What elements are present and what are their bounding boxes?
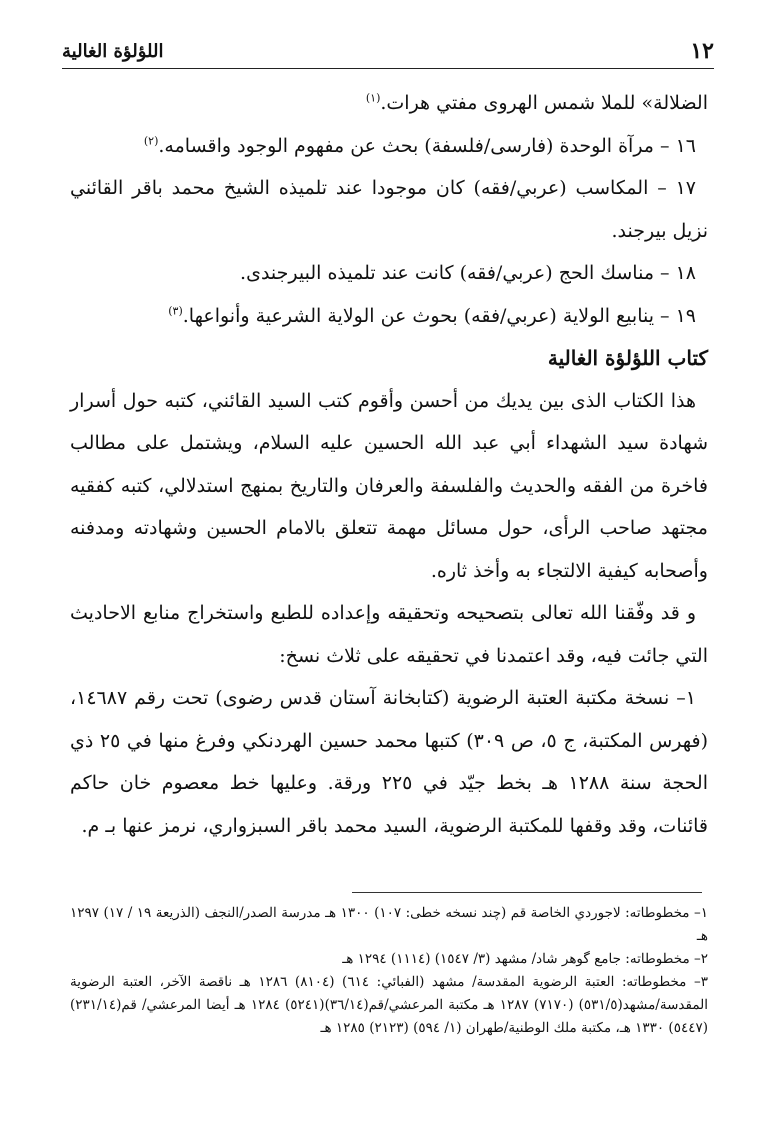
page-header [62, 34, 714, 69]
footnote-divider [352, 892, 702, 893]
text-line-1-content: الضلالة» للملا شمس الهروى مفتي هرات. [380, 92, 708, 114]
footnote-ref-3: (٣) [168, 304, 183, 318]
list-item-19 [70, 295, 708, 338]
running-title: اللؤلؤة الغالية [62, 40, 164, 62]
footnote-2: ٢– مخطوطاته: جامع گوهر شاد/ مشهد (٣/ ١٥٤٧) (١١١٤) ١٢٩٤ هـ [342, 951, 708, 967]
section-heading: كتاب اللؤلؤة الغالية [547, 346, 708, 370]
footnote-3: ٣– مخطوطاته: العتبة الرضوية المقدسة/ مشهد (الفبائي: ٦١٤) (٨١٠٤) ١٢٨٦ هـ ناقصة الآخر، العتبة الرضوية المقدسة/مشهد(٥٣١/٥) (٧١٧٠) ١٢٨٧ هـ مكتبة المرعشي/قم(٣٦/١٤)(٥٢٤١) ١٢٨٤ هـ أيضا المرعشي/ قم(٢٣١/١٤) (٥٤٤٧) ١٣٣٠ هـ، مكتبة ملك الوطنية/طهران (١/ ٥٩٤) (٢١٢٣) ١٢٨٥ هـ [70, 974, 708, 1036]
footnotes [70, 902, 708, 1040]
page-body [70, 82, 708, 847]
footnote-1: ١– مخطوطاته: لاجوردي الخاصة قم (چند نسخه خطى: ١٠٧) ١٣٠٠ هـ مدرسة الصدر/النجف (الذريعة ١٩ / ١٧) ١٢٩٧ هـ [70, 905, 708, 944]
list-item-16-text: ١٦ – مرآة الوحدة (فارسى/فلسفة) بحث عن مفهوم الوجود واقسامه. [158, 134, 696, 157]
list-item-17: ١٧ – المكاسب (عربي/فقه) كان موجودا عند تلميذه الشيخ محمد باقر القائني نزيل بيرجند. [70, 177, 708, 242]
page-number: ١٢ [690, 38, 714, 64]
paragraph-manuscript-1: ١– نسخة مكتبة العتبة الرضوية (كتابخانة آستان قدس رضوى) تحت رقم ١٤٦٨٧، (فهرس المكتبة، ج ٥، ص ٣٠٩) كتبها محمد حسين الهردنكي وفرغ منها في ٢٥ ذي الحجة سنة ١٢٨٨ هـ بخط جيّد في ٢٢٥ ورقة. وعليها خط معصوم خان حاكم قائنات، وقد وقفها للمكتبة الرضوية، السيد محمد باقر السبزواري، نرمز عنها بـ م. [70, 687, 709, 837]
text-line-1 [70, 82, 708, 125]
paragraph-editing: و قد وفّقنا الله تعالى بتصحيحه وتحقيقه وإعداده للطبع واستخراج منابع الاحاديث التي جائت فيه، وقد اعتمدنا في تحقيقه على ثلاث نسخ: [70, 602, 708, 667]
list-item-16 [70, 125, 708, 168]
list-item-19-text: ١٩ – ينابيع الولاية (عربي/فقه) بحوث عن الولاية الشرعية وأنواعها. [182, 304, 696, 327]
list-item-18: ١٨ – مناسك الحج (عربي/فقه) كانت عند تلميذه البيرجندى. [240, 262, 696, 284]
footnote-ref-2: (٢) [143, 134, 159, 148]
paragraph-intro: هذا الكتاب الذى بين يديك من أحسن وأقوم كتب السيد القائني، كتبه حول أسرار شهادة سيد الشهداء أبي عبد الله الحسين عليه السلام، ويشتمل على مطالب فاخرة من الفقه والحديث والفلسفة والعرفان والتاريخ بمنهج استدلالي، كتبه كفقيه مجتهد صاحب الرأى، حول مسائل مهمة تتعلق بالامام الحسين وشهادته ومدفنه وأصحابه كيفية الالتجاء به وأخذ ثاره. [70, 389, 708, 582]
footnote-ref-1: (١) [365, 91, 381, 105]
